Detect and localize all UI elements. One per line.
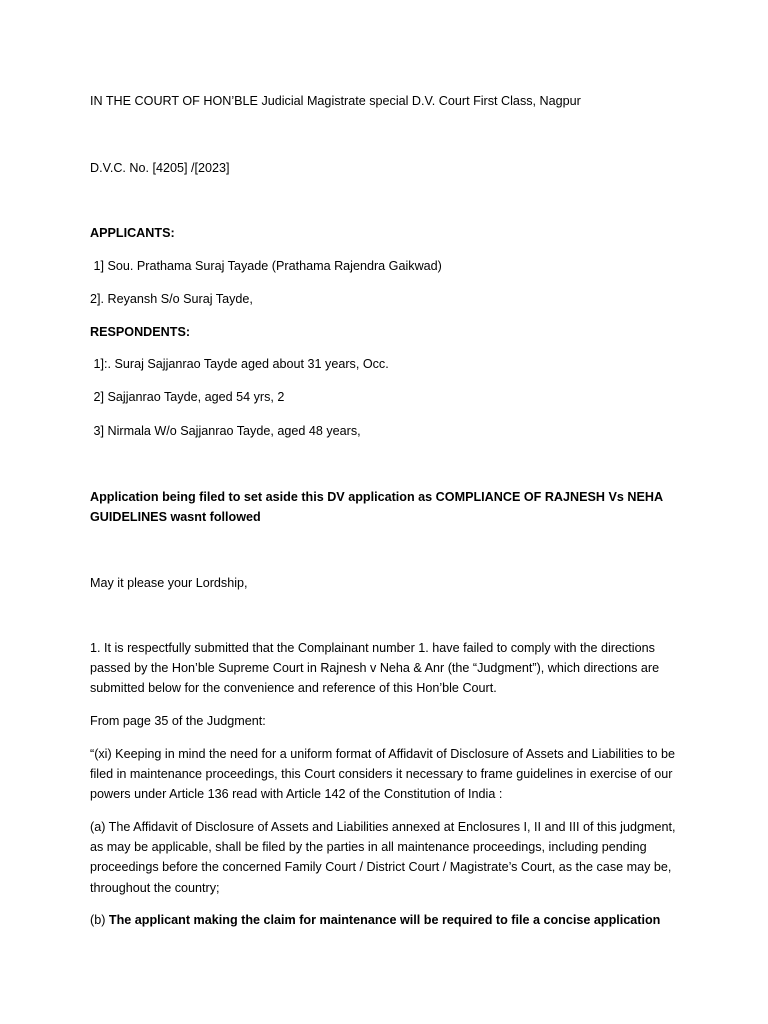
quote-a: (a) The Affidavit of Disclosure of Assets and Liabilities annexed at Enclosures I, II and III of this judgment, as may be applicable, shall be filed by the parties in all maintenance proceedings, including pending proceedings before the concerned Family Court / District Court / Magistrate’s Court, as the case may be, throughout the country; [90, 820, 676, 895]
applicants-heading: APPLICANTS: [90, 226, 175, 240]
case-number: D.V.C. No. [4205] /[2023] [90, 161, 230, 175]
respondents-heading: RESPONDENTS: [90, 325, 191, 339]
quote-b-prefix: (b) [90, 913, 109, 927]
source-reference: From page 35 of the Judgment: [90, 714, 266, 728]
respondent-2: 2] Sajjanrao Tayde, aged 54 yrs, 2 [90, 390, 285, 404]
application-title: Application being filed to set aside this DV application as COMPLIANCE OF RAJNESH Vs NEHA GUIDELINES wasnt followed [90, 490, 663, 525]
respondent-3: 3] Nirmala W/o Sajjanrao Tayde, aged 48 years, [90, 424, 361, 438]
applicant-2: 2]. Reyansh S/o Suraj Tayde, [90, 292, 253, 306]
paragraph-1: 1. It is respectfully submitted that the Complainant number 1. have failed to comply with the directions passed by the Hon’ble Supreme Court in Rajnesh v Neha & Anr (the “Judgment”), which directions are submitted below for the convenience and reference of this Hon’ble Court. [90, 641, 660, 696]
respondent-1: 1]:. Suraj Sajjanrao Tayde aged about 31 years, Occ. [90, 357, 389, 371]
salutation: May it please your Lordship, [90, 576, 248, 590]
quote-b [90, 910, 690, 930]
quote-xi: “(xi) Keeping in mind the need for a uniform format of Affidavit of Disclosure of Assets and Liabilities to be filed in maintenance proceedings, this Court considers it necessary to frame guidelines in exercise of our powers under Article 136 read with Article 142 of the Constitution of India : [90, 747, 675, 802]
applicant-1: 1] Sou. Prathama Suraj Tayade (Prathama Rajendra Gaikwad) [90, 259, 442, 273]
court-heading: IN THE COURT OF HON’BLE Judicial Magistrate special D.V. Court First Class, Nagpur [90, 94, 581, 108]
quote-b-bold: The applicant making the claim for maintenance will be required to file a concise application [108, 913, 661, 927]
